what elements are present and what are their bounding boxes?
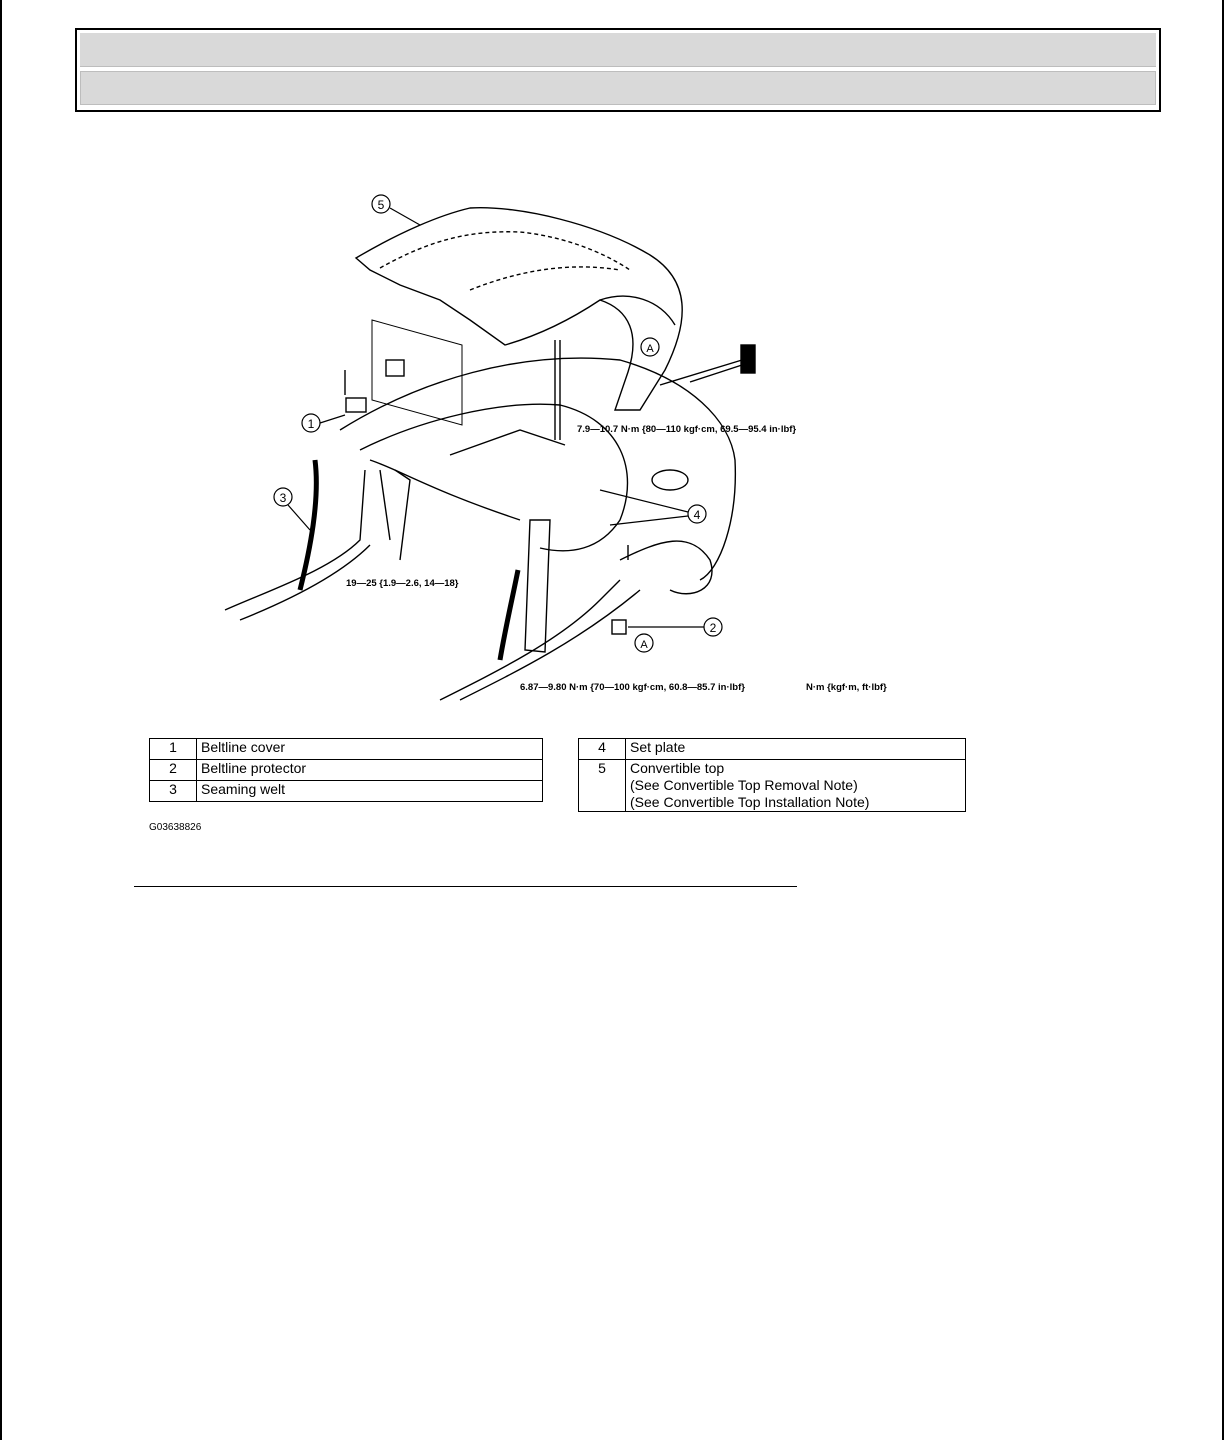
seaming-welt-right — [500, 570, 518, 660]
adhesive-can — [741, 345, 755, 373]
top-dashed-line-2 — [470, 267, 620, 290]
callout-label-1: 1 — [307, 417, 315, 431]
legend-label-line: Set plate — [630, 739, 686, 755]
left-pillar — [395, 470, 410, 560]
table-row — [150, 760, 543, 781]
convertible-top-shape — [356, 208, 682, 410]
torque-spec-upper: 7.9—10.7 N·m {80—110 kgf·cm, 69.5—95.4 in·lbf} — [577, 424, 797, 435]
left-sill-outer — [225, 470, 365, 610]
table-row — [579, 739, 966, 760]
torque-spec-left: 19—25 {1.9—2.6, 14—18} — [346, 578, 459, 589]
legend-label — [626, 739, 966, 760]
adhesive-leader-1 — [660, 360, 742, 385]
leader-4a — [600, 490, 688, 512]
car-body-outline — [225, 208, 755, 700]
installation-note-reference: (See Convertible Top Installation Note) — [630, 794, 870, 810]
legend-num: 5 — [579, 760, 626, 812]
legend-label-line: Convertible top — [630, 760, 725, 776]
callout-label-2: 2 — [709, 621, 717, 635]
figure-code: G03638826 — [149, 822, 202, 833]
beltline-cover-part — [346, 398, 366, 412]
top-dashed-line-1 — [380, 232, 630, 270]
well-inner-line — [370, 460, 520, 520]
horizontal-rule — [134, 886, 797, 887]
callout-label-3: 3 — [279, 491, 287, 505]
legend-num: 2 — [150, 760, 197, 781]
callout-label-a-bottom: A — [640, 639, 648, 651]
rear-wheel-arch — [620, 541, 712, 594]
table-row — [150, 781, 543, 802]
leader-3 — [288, 505, 310, 530]
legend-num: 4 — [579, 739, 626, 760]
top-rear-bow — [600, 296, 675, 325]
callout-label-a-top: A — [646, 343, 654, 355]
legend-label: Beltline cover — [197, 739, 543, 760]
beltline-protector-part — [612, 620, 626, 634]
rear-deck-outline — [340, 358, 735, 580]
legend-num: 1 — [150, 739, 197, 760]
torque-spec-labels — [346, 424, 887, 693]
leader-5 — [390, 208, 420, 225]
legend-table-left — [149, 738, 543, 802]
callout-label-5: 5 — [377, 198, 385, 212]
legend-label — [626, 760, 966, 812]
fuel-lid — [652, 470, 688, 490]
legend-label: Beltline protector — [197, 760, 543, 781]
torque-unit-note: N·m {kgf·m, ft·lbf} — [806, 682, 887, 693]
legend-table-right — [578, 738, 966, 812]
callout-label-4: 4 — [693, 508, 701, 522]
table-row — [579, 760, 966, 812]
removal-note-reference: (See Convertible Top Removal Note) — [630, 777, 858, 793]
leader-1 — [320, 415, 345, 423]
inner-panel-edge — [450, 430, 565, 455]
legend-num: 3 — [150, 781, 197, 802]
torque-spec-lower: 6.87—9.80 N·m {70—100 kgf·cm, 60.8—85.7 in·lbf} — [520, 682, 745, 693]
legend-label: Seaming welt — [197, 781, 543, 802]
right-pillar — [525, 520, 550, 652]
table-row — [150, 739, 543, 760]
well-left-wall — [380, 470, 390, 540]
beltline-cover-detail — [386, 360, 404, 376]
